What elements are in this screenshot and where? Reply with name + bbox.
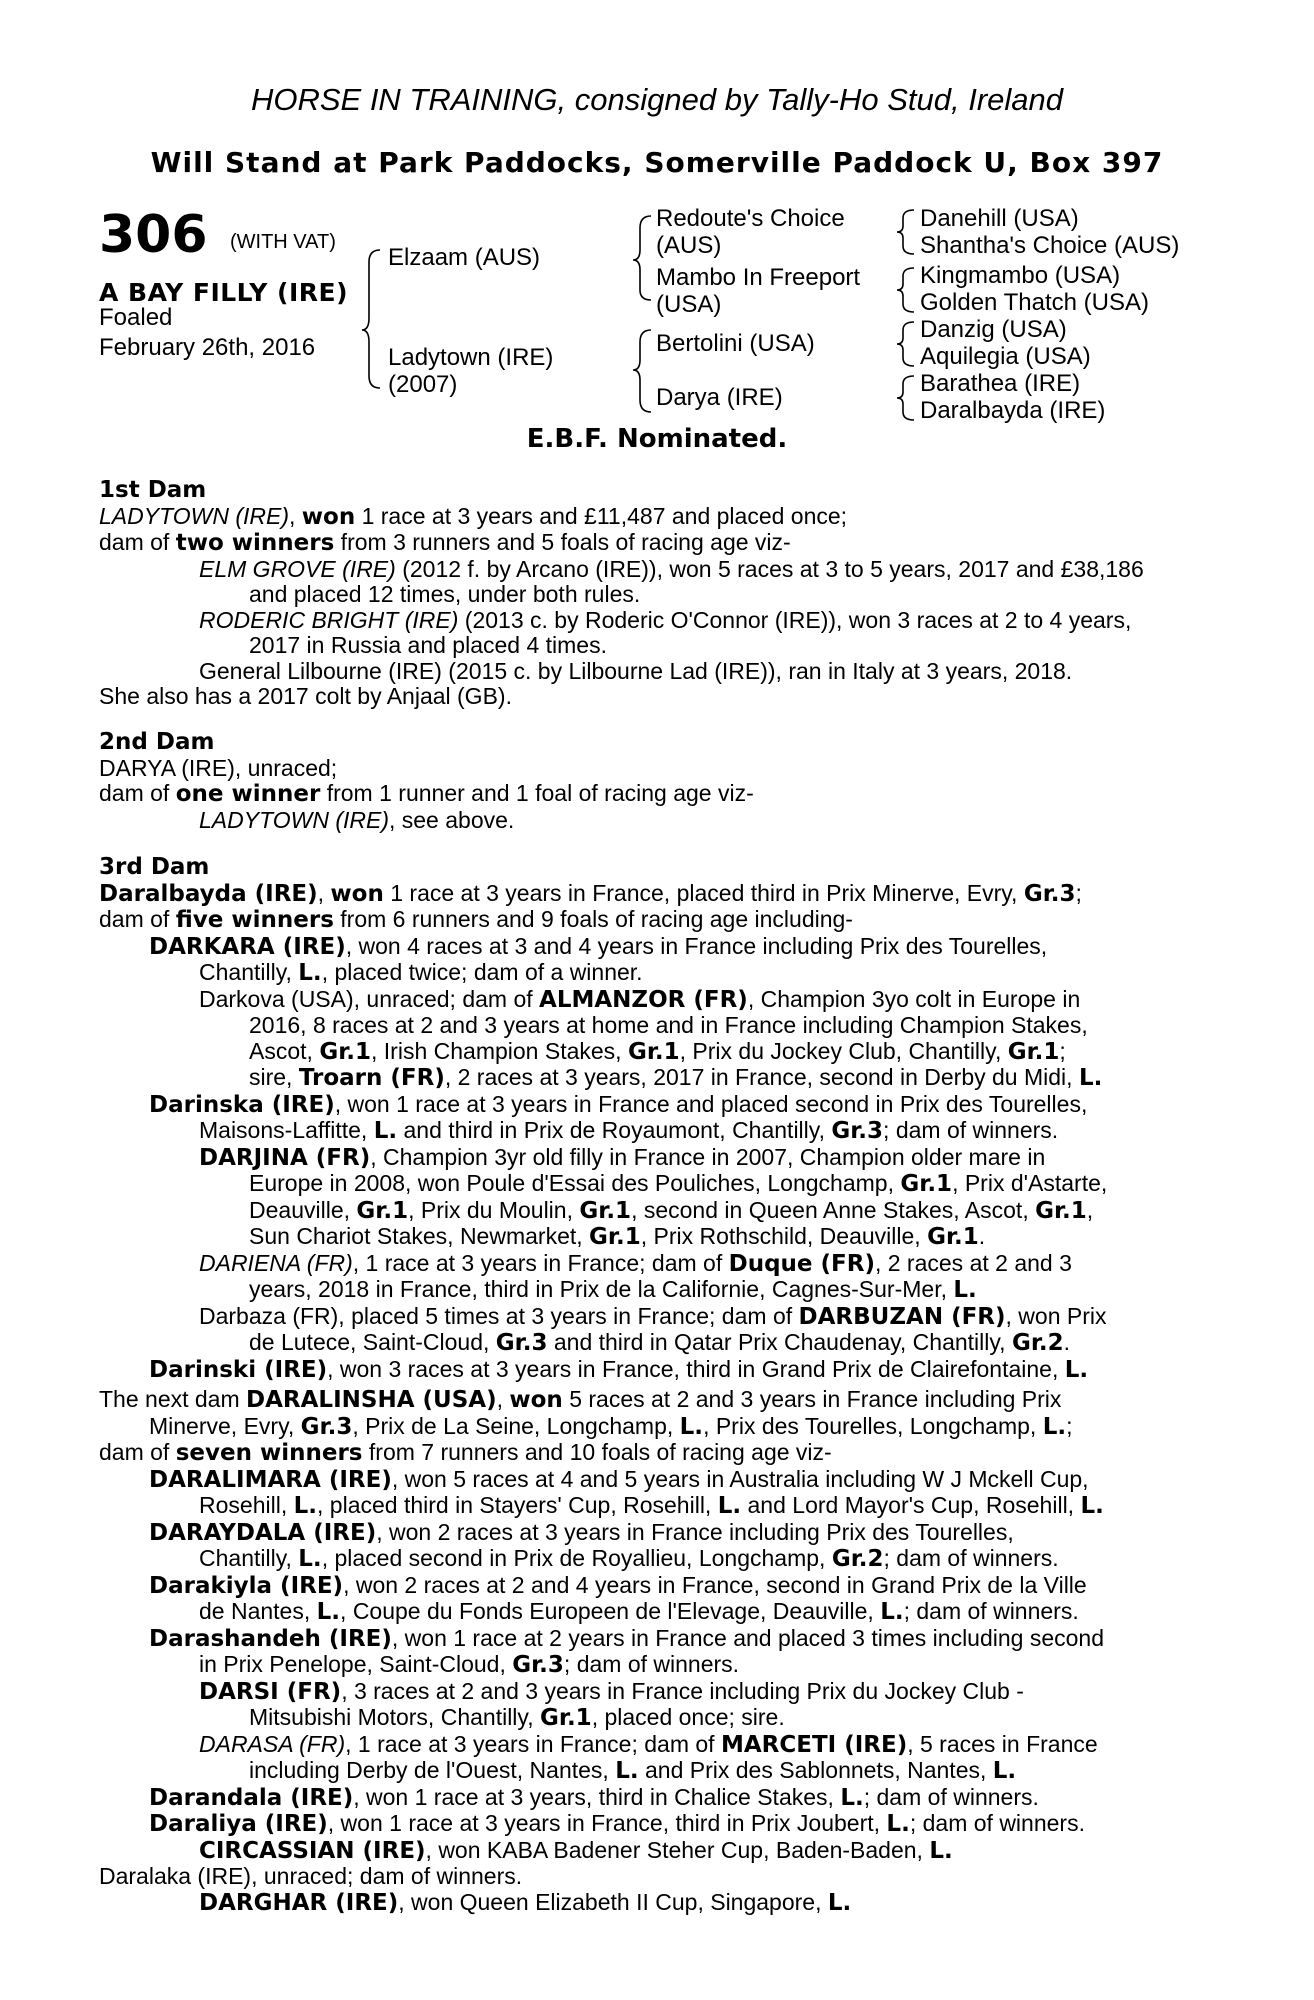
text-line: sire, Troarn (FR), 2 races at 3 years, 2017 in France, second in Derby du Midi, L. [249,1064,1103,1091]
text-line: DARYA (IRE), unraced; [99,754,338,781]
text-line: in Prix Penelope, Saint-Cloud, Gr.3; dam of winners. [199,1651,740,1678]
text-line: Darakiyla (IRE), won 2 races at 2 and 4 years in France, second in Grand Prix de la Ville [149,1571,1087,1599]
horse-description: A BAY FILLY (IRE) [99,278,349,307]
sire-sire-line2: (AUS) [656,232,722,259]
text-line: Darbaza (FR), placed 5 times at 3 years in France; dam of DARBUZAN (FR), won Prix [199,1302,1107,1330]
text-line: LADYTOWN (IRE), see above. [199,806,515,833]
pedigree-ggp-1 [920,205,1179,259]
text-line: DARSI (FR), 3 races at 2 and 3 years in France including Prix du Jockey Club - [199,1677,1024,1705]
pedigree-dam-dam [656,384,783,411]
ggp-2a: Kingmambo (USA) [920,262,1121,289]
text-line: Deauville, Gr.1, Prix du Moulin, Gr.1, second in Queen Anne Stakes, Ascot, Gr.1, [249,1196,1094,1224]
pedigree-ggp-3 [920,316,1091,370]
text-line: DARKARA (IRE), won 4 races at 3 and 4 years in France including Prix des Tourelles, [149,932,1048,960]
text-line: RODERIC BRIGHT (IRE) (2013 c. by Roderic O'Connor (IRE)), won 3 races at 2 to 4 years, [199,606,1132,633]
text-line: DARASA (FR), 1 race at 3 years in France; dam of MARCETI (IRE), 5 races in France [199,1730,1098,1758]
text-line: DARJINA (FR), Champion 3yr old filly in France in 2007, Champion older mare in [199,1143,1046,1171]
third-dam-section [99,855,1199,1383]
text-line: 2016, 8 races at 2 and 3 years at home and in France including Champion Stakes, [249,1012,1088,1038]
second-dam-heading: 2nd Dam [99,729,215,755]
pedigree-ggp-2 [920,262,1149,316]
text-line: Daralaka (IRE), unraced; dam of winners. [99,1863,523,1889]
dam-year: (2007) [388,371,458,398]
first-dam-lines [99,504,1199,710]
text-line: Sun Chariot Stakes, Newmarket, Gr.1, Prix Rothschild, Deauville, Gr.1. [249,1223,986,1250]
text-line: Chantilly, L., placed twice; dam of a winner. [199,959,643,986]
text-line: de Lutece, Saint-Cloud, Gr.3 and third in Qatar Prix Chaudenay, Chantilly, Gr.2. [249,1329,1071,1356]
text-line: years, 2018 in France, third in Prix de la Californie, Cagnes-Sur-Mer, L. [249,1276,977,1303]
second-dam-lines [99,756,1199,834]
second-dam-section [99,730,1199,833]
text-line: Darashandeh (IRE), won 1 race at 2 years in France and placed 3 times including second [149,1624,1105,1652]
text-line: Chantilly, L., placed second in Prix de Royallieu, Longchamp, Gr.2; dam of winners. [199,1545,1059,1572]
ggp-4a: Barathea (IRE) [920,370,1081,397]
text-line: CIRCASSIAN (IRE), won KABA Badener Steher Cup, Baden-Baden, L. [199,1836,953,1864]
text-line: She also has a 2017 colt by Anjaal (GB). [99,683,512,709]
text-line: Daralbayda (IRE), won 1 race at 3 years in France, placed third in Prix Minerve, Evry, Gr.3; [99,879,1082,907]
text-line: dam of seven winners from 7 runners and 10 foals of racing age viz- [99,1439,832,1466]
lot-number: 306 [99,205,208,265]
ggp-1b: Shantha's Choice (AUS) [920,232,1180,259]
text-line: dam of two winners from 3 runners and 5 foals of racing age viz- [99,529,791,556]
pedigree-sire-sire [656,205,845,259]
text-line: Rosehill, L., placed third in Stayers' Cup, Rosehill, L. and Lord Mayor's Cup, Rosehill, L. [199,1492,1104,1519]
pedigree-dam-sire [656,330,815,357]
page-title: HORSE IN TRAINING, consigned by Tally-Ho Stud, Ireland [250,82,1064,117]
text-line: including Derby de l'Ouest, Nantes, L. and Prix des Sablonnets, Nantes, L. [249,1757,1017,1784]
foaled-date: February 26th, 2016 [99,334,316,361]
first-dam-heading: 1st Dam [99,477,207,503]
pedigree-dam [388,344,553,398]
text-line: The next dam DARALINSHA (USA), won 5 races at 2 and 3 years in France including Prix [99,1386,1062,1413]
text-line: Darinski (IRE), won 3 races at 3 years in France, third in Grand Prix de Clairefontaine, L. [149,1355,1089,1383]
next-dam-lines [99,1387,1199,1916]
ggp-3a: Danzig (USA) [920,316,1067,343]
third-dam-heading: 3rd Dam [99,854,210,880]
third-dam-lines [99,881,1199,1384]
text-line: and placed 12 times, under both rules. [249,581,641,607]
sire-sire-line1: Redoute's Choice [656,205,845,232]
sire-name: Elzaam (AUS) [388,244,541,271]
vat-note: (WITH VAT) [230,231,336,253]
text-line: Maisons-Laffitte, L. and third in Prix de Royaumont, Chantilly, Gr.3; dam of winners. [199,1117,1059,1144]
ebf-nomination: E.B.F. Nominated. [526,424,788,454]
text-line: dam of one winner from 1 runner and 1 foal of racing age viz- [99,780,754,807]
sire-dam-line2: (USA) [656,291,722,318]
text-line: LADYTOWN (IRE), won 1 race at 3 years and £11,487 and placed once; [99,502,848,530]
text-line: Europe in 2008, won Poule d'Essai des Pouliches, Longchamp, Gr.1, Prix d'Astarte, [249,1170,1108,1197]
next-dam-section [99,1387,1199,1916]
text-line: de Nantes, L., Coupe du Fonds Europeen de l'Elevage, Deauville, L.; dam of winners. [199,1598,1079,1625]
text-line: Mitsubishi Motors, Chantilly, Gr.1, placed once; sire. [249,1704,785,1731]
text-line: ELM GROVE (IRE) (2012 f. by Arcano (IRE)), won 5 races at 3 to 5 years, 2017 and £38,186 [199,555,1144,582]
text-line: DARGHAR (IRE), won Queen Elizabeth II Cup, Singapore, L. [199,1888,852,1916]
pedigree-ggp-4 [920,370,1105,424]
text-line: Ascot, Gr.1, Irish Champion Stakes, Gr.1, Prix du Jockey Club, Chantilly, Gr.1; [249,1037,1066,1065]
dam-dam-name: Darya (IRE) [656,384,783,411]
text-line: DARAYDALA (IRE), won 2 races at 3 years in France including Prix des Tourelles, [149,1518,1014,1546]
text-line: Darinska (IRE), won 1 race at 3 years in France and placed second in Prix des Tourelles, [149,1090,1088,1118]
sire-dam-line1: Mambo In Freeport [656,264,861,291]
ggp-4b: Daralbayda (IRE) [920,397,1106,424]
text-line: DARIENA (FR), 1 race at 3 years in France; dam of Duque (FR), 2 races at 2 and 3 [199,1249,1072,1277]
foaled-label: Foaled [99,304,173,331]
first-dam-section [99,478,1199,710]
pedigree-sire-dam [656,264,860,318]
text-line: Minerve, Evry, Gr.3, Prix de La Seine, Longchamp, L., Prix des Tourelles, Longchamp, L.; [149,1412,1073,1440]
ggp-2b: Golden Thatch (USA) [920,289,1149,316]
text-line: Daraliya (IRE), won 1 race at 3 years in France, third in Prix Joubert, L.; dam of winners. [149,1810,1085,1837]
ggp-1a: Danehill (USA) [920,205,1079,232]
pedigree-sire [388,244,540,271]
text-line: General Lilbourne (IRE) (2015 c. by Lilbourne Lad (IRE)), ran in Italy at 3 years, 2018. [199,657,1073,684]
ggp-3b: Aquilegia (USA) [920,343,1091,370]
location-subtitle: Will Stand at Park Paddocks, Somerville Paddock U, Box 397 [150,146,1164,179]
text-line: Darandala (IRE), won 1 race at 3 years, third in Chalice Stakes, L.; dam of winners. [149,1783,1039,1811]
text-line: Darkova (USA), unraced; dam of ALMANZOR (FR), Champion 3yo colt in Europe in [199,985,1081,1013]
text-line: DARALIMARA (IRE), won 5 races at 4 and 5 years in Australia including W J Mckell Cup, [149,1465,1089,1493]
dam-name: Ladytown (IRE) [388,344,554,371]
text-line: 2017 in Russia and placed 4 times. [249,632,607,658]
dam-sire-name: Bertolini (USA) [656,330,815,357]
text-line: dam of five winners from 6 runners and 9 foals of racing age including- [99,906,853,933]
